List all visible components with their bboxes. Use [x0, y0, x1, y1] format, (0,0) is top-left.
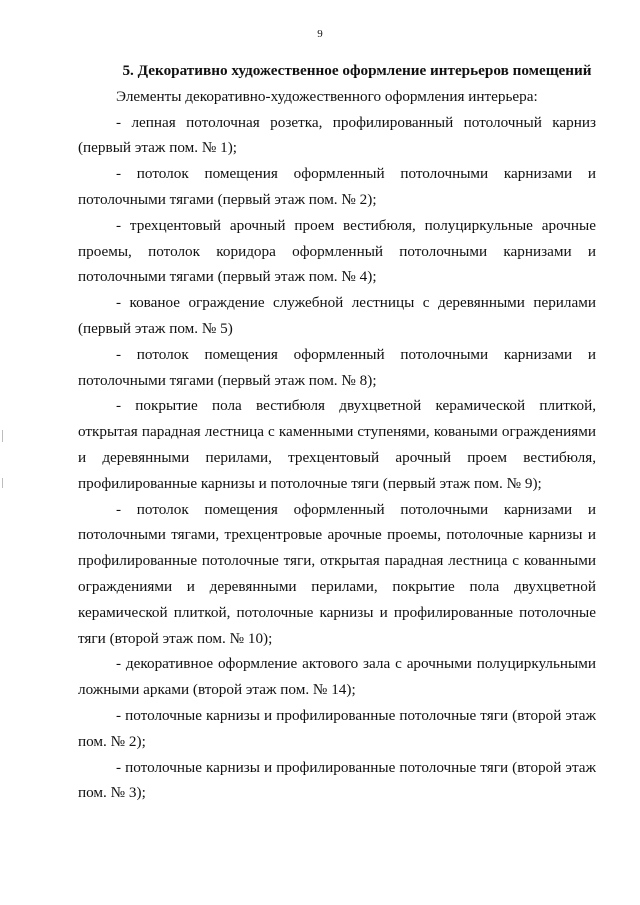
page-number: 9	[317, 28, 323, 40]
list-item: - потолочные карнизы и профилированные потолочные тяги (второй этаж пом. № 2);	[78, 706, 596, 750]
list-item: - лепная потолочная розетка, профилированный потолочный карниз (первый этаж пом. № 1);	[78, 113, 596, 157]
scan-margin-mark	[2, 430, 3, 442]
section-intro: Элементы декоративно-художественного оформления интерьера:	[116, 87, 538, 105]
list-item: - декоративное оформление актового зала с арочными полуциркульными ложными арками (второй этаж пом. № 14);	[78, 655, 596, 699]
document-body	[78, 58, 596, 806]
list-item: - потолок помещения оформленный потолочными карнизами и потолочными тягами, трехцентровые арочные проемы, потолочные карнизы и профилированные потолочные тяги, открытая парадная лестница с кованными ограждениями и деревянными перилами, покрытие пола двухцветной керамической плиткой, потолочные карнизы и профилированные потолочные тяги (второй этаж пом. № 10);	[78, 500, 596, 647]
list-item: - трехцентовый арочный проем вестибюля, полуциркульные арочные проемы, потолок коридора оформленный потолочными карнизами и потолочными тягами (первый этаж пом. № 4);	[78, 216, 596, 286]
scan-margin-mark	[2, 478, 3, 488]
list-item: - кованое ограждение служебной лестницы с деревянными перилами (первый этаж пом. № 5)	[78, 294, 596, 337]
section-heading: 5. Декоративно художественное оформление интерьеров помещений	[122, 62, 592, 79]
list-item: - потолок помещения оформленный потолочными карнизами и потолочными тягами (первый этаж пом. № 2);	[78, 165, 596, 208]
list-item: - покрытие пола вестибюля двухцветной керамической плиткой, открытая парадная лестница с каменными ступенями, коваными ограждениями и деревянными перилами, трехцентовый арочный проем вестибюля, профилированные карнизы и потолочные тяги (первый этаж пом. № 9);	[78, 397, 596, 492]
list-item: - потолочные карнизы и профилированные потолочные тяги (второй этаж пом. № 3);	[78, 758, 596, 802]
list-item: - потолок помещения оформленный потолочными карнизами и потолочными тягами (первый этаж пом. № 8);	[78, 345, 596, 389]
